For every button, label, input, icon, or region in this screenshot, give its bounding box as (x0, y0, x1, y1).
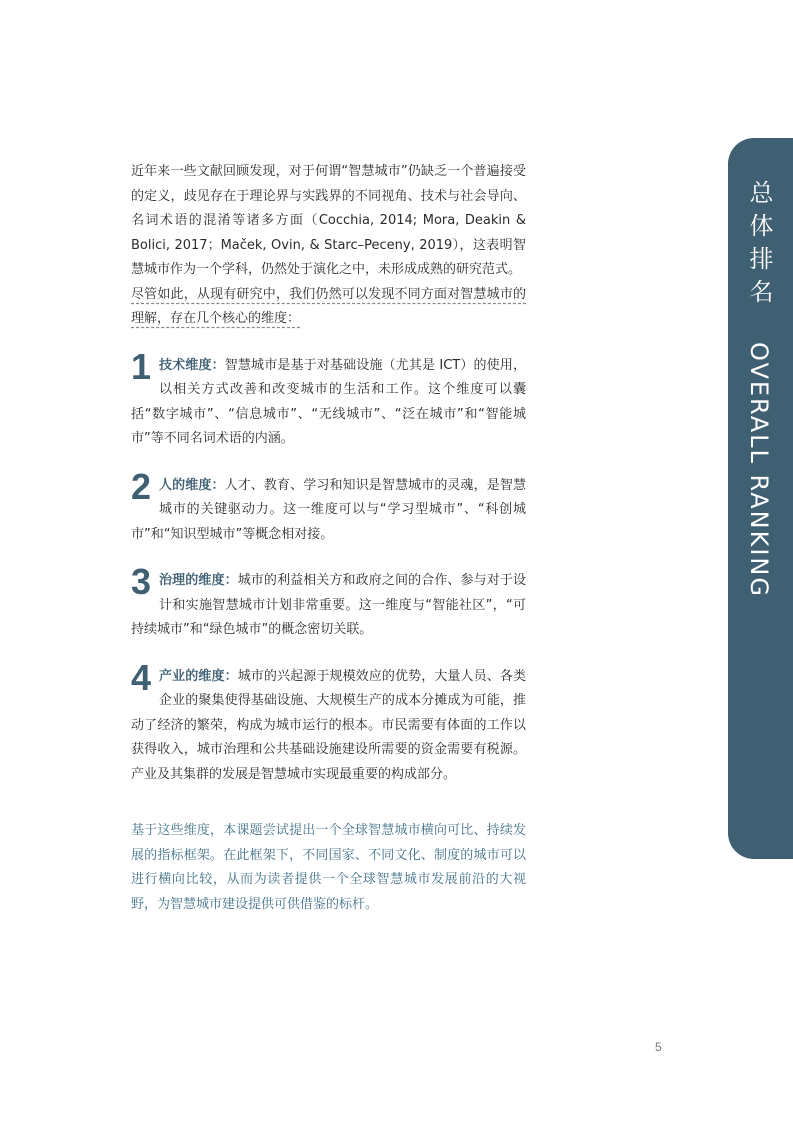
intro-dimensions-lead: 尽管如此，从现有研究中，我们仍然可以发现不同方面对智慧城市的理解，存在几个核心的维度： (131, 286, 526, 326)
section-sidebar-tab (728, 138, 793, 859)
dimension-title: 技术维度： (159, 357, 225, 373)
sidebar-title (742, 180, 777, 598)
dimension-body (131, 465, 526, 548)
dimension-technology (131, 345, 526, 452)
dimension-governance (131, 561, 526, 643)
intro-paragraph: 近年来一些文献回顾发现，对于何谓“智慧城市”仍缺乏一个普遍接受的定义，歧见存在于理论界与实践界的不同视角、技术与社会导向、名词术语的混淆等诸多方面（Cocchia, 2014; Mora, Deakin & Bolici, 2017；Maček, Ovin, & Starc–Peceny, 2019），这表明智慧城市作为一个学科，仍然处于演化之中，未形成成熟的研究范式。 (131, 164, 526, 277)
dimension-title: 治理的维度： (159, 573, 238, 588)
dimension-number: 4 (131, 656, 152, 698)
dimension-number: 2 (131, 465, 152, 507)
dimension-title: 人的维度： (159, 477, 225, 493)
dimension-text: 城市的利益相关方和政府之间的合作、参与对于设计和实施智慧城市计划非常重要。这一维度与“智能社区”，“可持续城市”和“绿色城市”的概念密切关联。 (131, 573, 526, 637)
sidebar-title-cn: 总体排名 (745, 180, 773, 312)
dimension-title: 产业的维度： (159, 668, 238, 684)
dimension-number: 1 (131, 345, 152, 387)
page-number: 5 (655, 1040, 662, 1054)
sidebar-title-en: OVERALL RANKING (745, 341, 773, 598)
dimension-text: 人才、教育、学习和知识是智慧城市的灵魂，是智慧城市的关键驱动力。这一维度可以与“学习型城市”、“科创城市”和“知识型城市”等概念相对接。 (131, 477, 526, 542)
dimension-industry (131, 656, 526, 788)
dimension-body (131, 345, 526, 452)
dimension-text: 智慧城市是基于对基础设施（尤其是 ICT）的使用，以相关方式改善和改变城市的生活和工作。这个维度可以囊括“数字城市”、“信息城市”、“无线城市”、“泛在城市”和“智能城市”等不同名词术语的内涵。 (131, 357, 526, 446)
closing-paragraph: 基于这些维度，本课题尝试提出一个全球智慧城市横向可比、持续发展的指标框架。在此框架下，不同国家、不同文化、制度的城市可以进行横向比较，从而为读者提供一个全球智慧城市发展前沿的大视野，为智慧城市建设提供可供借鉴的标杆。 (131, 823, 526, 912)
dimension-people (131, 465, 526, 548)
main-content (131, 160, 526, 930)
dimension-text: 城市的兴起源于规模效应的优势，大量人员、各类企业的聚集使得基础设施、大规模生产的成本分摊成为可能，推动了经济的繁荣，构成为城市运行的根本。市民需要有体面的工作以获得收入，城市治理和公共基础设施建设所需要的资金需要有税源。产业及其集群的发展是智慧城市实现最重要的构成部分。 (131, 668, 526, 782)
dimension-body (131, 656, 526, 788)
dimension-number: 3 (131, 561, 152, 602)
dimension-body (131, 561, 526, 643)
